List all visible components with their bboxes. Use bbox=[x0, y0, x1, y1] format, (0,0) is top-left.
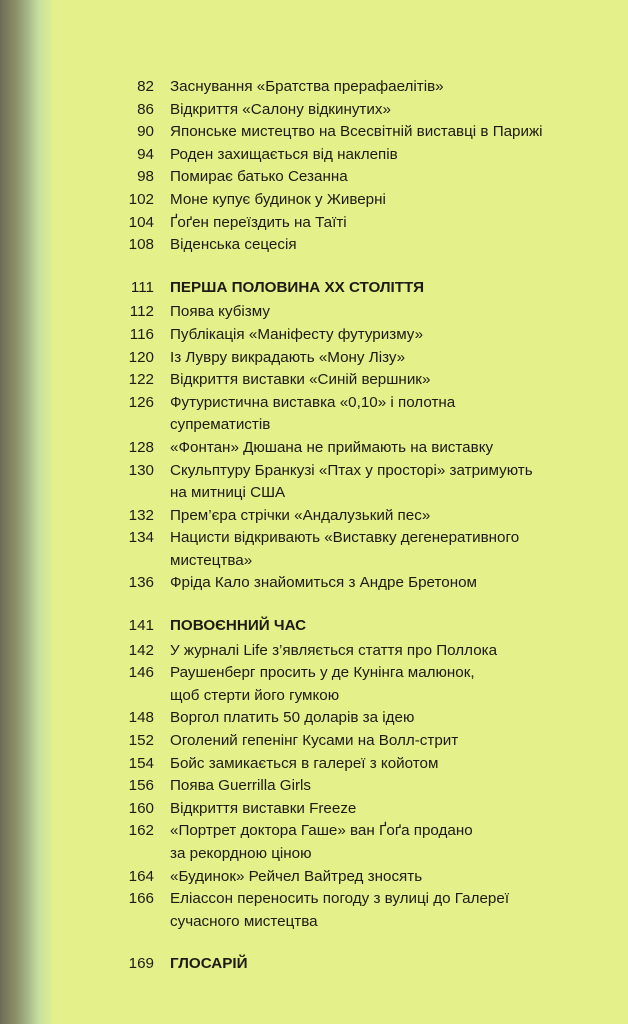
entry-title-line: Японське мистецтво на Всесвітній виставці в Парижі bbox=[170, 123, 543, 141]
section-title: ПЕРША ПОЛОВИНА XX СТОЛІТТЯ bbox=[170, 278, 425, 296]
page-number: 112 bbox=[129, 303, 154, 321]
section-heading bbox=[0, 615, 628, 638]
page-number: 111 bbox=[130, 278, 154, 296]
entry-title-line: Відкриття «Салону відкинутих» bbox=[170, 100, 391, 118]
toc-entry bbox=[0, 866, 628, 889]
entry-title-line: мистецтва» bbox=[170, 551, 253, 569]
toc-entry bbox=[0, 460, 628, 505]
entry-title-line: Роден захищається від наклепів bbox=[170, 145, 398, 163]
toc-entry bbox=[0, 347, 628, 370]
entry-title-line: «Фонтан» Дюшана не приймають на виставку bbox=[170, 438, 494, 456]
entry-title bbox=[170, 437, 590, 460]
entry-title-line: Поява кубізму bbox=[170, 303, 270, 321]
entry-title bbox=[170, 505, 590, 528]
page-number: 134 bbox=[128, 529, 154, 547]
toc-entry bbox=[0, 212, 628, 235]
page-number: 126 bbox=[128, 393, 154, 411]
entry-title bbox=[170, 460, 590, 505]
entry-title-line: на митниці США bbox=[170, 484, 286, 502]
entry-title bbox=[170, 212, 590, 235]
entry-title bbox=[170, 99, 590, 122]
entry-title bbox=[170, 234, 590, 257]
toc-entry bbox=[0, 166, 628, 189]
entry-title-line: У журналі Life з’являється стаття про Поллока bbox=[170, 641, 498, 659]
entry-title-line: «Портрет доктора Гаше» ван Ґоґа продано bbox=[170, 822, 473, 840]
entry-title-line: щоб стерти його гумкою bbox=[170, 686, 340, 704]
entry-title bbox=[170, 301, 590, 324]
entry-title bbox=[170, 392, 590, 437]
toc-entry bbox=[0, 369, 628, 392]
entry-title bbox=[170, 527, 590, 572]
toc-entry bbox=[0, 234, 628, 257]
entry-title bbox=[170, 888, 590, 933]
page-number: 90 bbox=[137, 123, 154, 141]
entry-title bbox=[170, 369, 590, 392]
entry-title-line: Відкриття виставки «Синій вершник» bbox=[170, 371, 431, 389]
entry-title bbox=[170, 798, 590, 821]
toc-entry bbox=[0, 820, 628, 865]
entry-title-line: Віденська сецесія bbox=[170, 236, 297, 254]
entry-title bbox=[170, 144, 590, 167]
toc-entry bbox=[0, 121, 628, 144]
toc-entry bbox=[0, 144, 628, 167]
toc-entry bbox=[0, 76, 628, 99]
entry-title-line: Футуристична виставка «0,10» і полотна bbox=[170, 393, 456, 411]
page-number: 116 bbox=[129, 325, 154, 343]
page-number: 142 bbox=[128, 641, 154, 659]
toc-entry bbox=[0, 572, 628, 595]
toc-entry bbox=[0, 662, 628, 707]
toc-entry bbox=[0, 775, 628, 798]
entry-title-line: Раушенберг просить у де Кунінга малюнок, bbox=[170, 664, 475, 682]
entry-title bbox=[170, 347, 590, 370]
page-number: 136 bbox=[128, 574, 154, 592]
toc-entry bbox=[0, 888, 628, 933]
page-number: 122 bbox=[128, 371, 154, 389]
entry-title-line: Заснування «Братства прерафаелітів» bbox=[170, 78, 444, 95]
entry-title bbox=[170, 820, 590, 865]
page-number: 156 bbox=[128, 777, 154, 795]
page-number: 120 bbox=[128, 348, 154, 366]
entry-title-line: Ґоґен переїздить на Таїті bbox=[170, 213, 347, 231]
entry-title bbox=[170, 76, 590, 99]
toc-entry bbox=[0, 753, 628, 776]
toc-entry bbox=[0, 324, 628, 347]
entry-title bbox=[170, 753, 590, 776]
page-number: 162 bbox=[128, 822, 154, 840]
entry-title-line: Бойс замикається в галереї з койотом bbox=[170, 754, 439, 772]
toc-entry bbox=[0, 437, 628, 460]
entry-title bbox=[170, 775, 590, 798]
entry-title-line: Моне купує будинок у Живерні bbox=[170, 190, 386, 208]
entry-title-line: Поява Guerrilla Girls bbox=[170, 777, 311, 795]
page-number: 102 bbox=[128, 190, 154, 208]
entry-title-line: Скульптуру Бранкузі «Птах у просторі» затримують bbox=[170, 461, 533, 479]
page-number: 132 bbox=[128, 506, 154, 524]
page-number: 86 bbox=[137, 100, 154, 118]
toc-section bbox=[0, 615, 628, 933]
section-title: ПОВОЄННИЙ ЧАС bbox=[170, 617, 307, 635]
toc-entry bbox=[0, 301, 628, 324]
entry-title-line: Воргол платить 50 доларів за ідею bbox=[170, 709, 415, 727]
entry-title bbox=[170, 662, 590, 707]
entry-title bbox=[170, 730, 590, 753]
page-number: 94 bbox=[137, 145, 154, 163]
entry-title-line: Фріда Кало знайомиться з Андре Бретоном bbox=[170, 574, 477, 592]
entry-title bbox=[170, 324, 590, 347]
entry-title bbox=[170, 572, 590, 595]
page-number: 146 bbox=[128, 664, 154, 682]
page-number: 164 bbox=[128, 867, 154, 885]
toc-entry bbox=[0, 99, 628, 122]
page-number: 169 bbox=[128, 955, 154, 973]
toc-entry bbox=[0, 392, 628, 437]
page-number: 166 bbox=[128, 890, 154, 908]
table-of-contents bbox=[0, 76, 628, 978]
toc-entry bbox=[0, 527, 628, 572]
section-heading bbox=[0, 953, 628, 976]
entry-title-line: Еліассон переносить погоду з вулиці до Галереї bbox=[170, 890, 510, 908]
page-number: 160 bbox=[128, 799, 154, 817]
page-number: 154 bbox=[128, 754, 154, 772]
page-number: 98 bbox=[137, 168, 154, 186]
toc-entry bbox=[0, 798, 628, 821]
entry-title-line: Оголений гепенінг Кусами на Волл-стрит bbox=[170, 732, 459, 750]
toc-entry bbox=[0, 730, 628, 753]
entry-title bbox=[170, 866, 590, 889]
entry-title-line: Із Лувру викрадають «Мону Лізу» bbox=[170, 348, 406, 366]
page-number: 130 bbox=[128, 461, 154, 479]
page-number: 128 bbox=[128, 438, 154, 456]
entry-title bbox=[170, 166, 590, 189]
page-number: 148 bbox=[128, 709, 154, 727]
entry-title-line: Прем’єра стрічки «Андалузький пес» bbox=[170, 506, 431, 524]
toc-entry bbox=[0, 640, 628, 663]
entry-title-line: Нацисти відкривають «Виставку дегенеративного bbox=[170, 529, 520, 547]
entry-title-line: сучасного мистецтва bbox=[170, 912, 318, 930]
entry-title bbox=[170, 640, 590, 663]
section-title: ГЛОСАРІЙ bbox=[170, 955, 248, 973]
entry-title-line: Помирає батько Сезанна bbox=[170, 168, 348, 186]
page-number: 152 bbox=[128, 732, 154, 750]
section-heading bbox=[0, 277, 628, 300]
entry-title-line: Публікація «Маніфесту футуризму» bbox=[170, 325, 424, 343]
entry-title bbox=[170, 707, 590, 730]
entry-title-line: супрематистів bbox=[170, 416, 271, 434]
page-number: 108 bbox=[128, 236, 154, 254]
toc-entry bbox=[0, 189, 628, 212]
entry-title-line: Відкриття виставки Freeze bbox=[170, 799, 357, 817]
toc-section bbox=[0, 953, 628, 976]
toc-section bbox=[0, 277, 628, 595]
page-number: 141 bbox=[128, 617, 154, 635]
page-number: 104 bbox=[128, 213, 154, 231]
toc-entry bbox=[0, 707, 628, 730]
toc-section bbox=[0, 76, 628, 257]
entry-title-line: «Будинок» Рейчел Вайтред зносять bbox=[170, 867, 423, 885]
toc-entry bbox=[0, 505, 628, 528]
page-number: 82 bbox=[137, 78, 154, 95]
entry-title-line: за рекордною ціною bbox=[170, 845, 312, 862]
entry-title bbox=[170, 189, 590, 212]
entry-title bbox=[170, 121, 590, 144]
